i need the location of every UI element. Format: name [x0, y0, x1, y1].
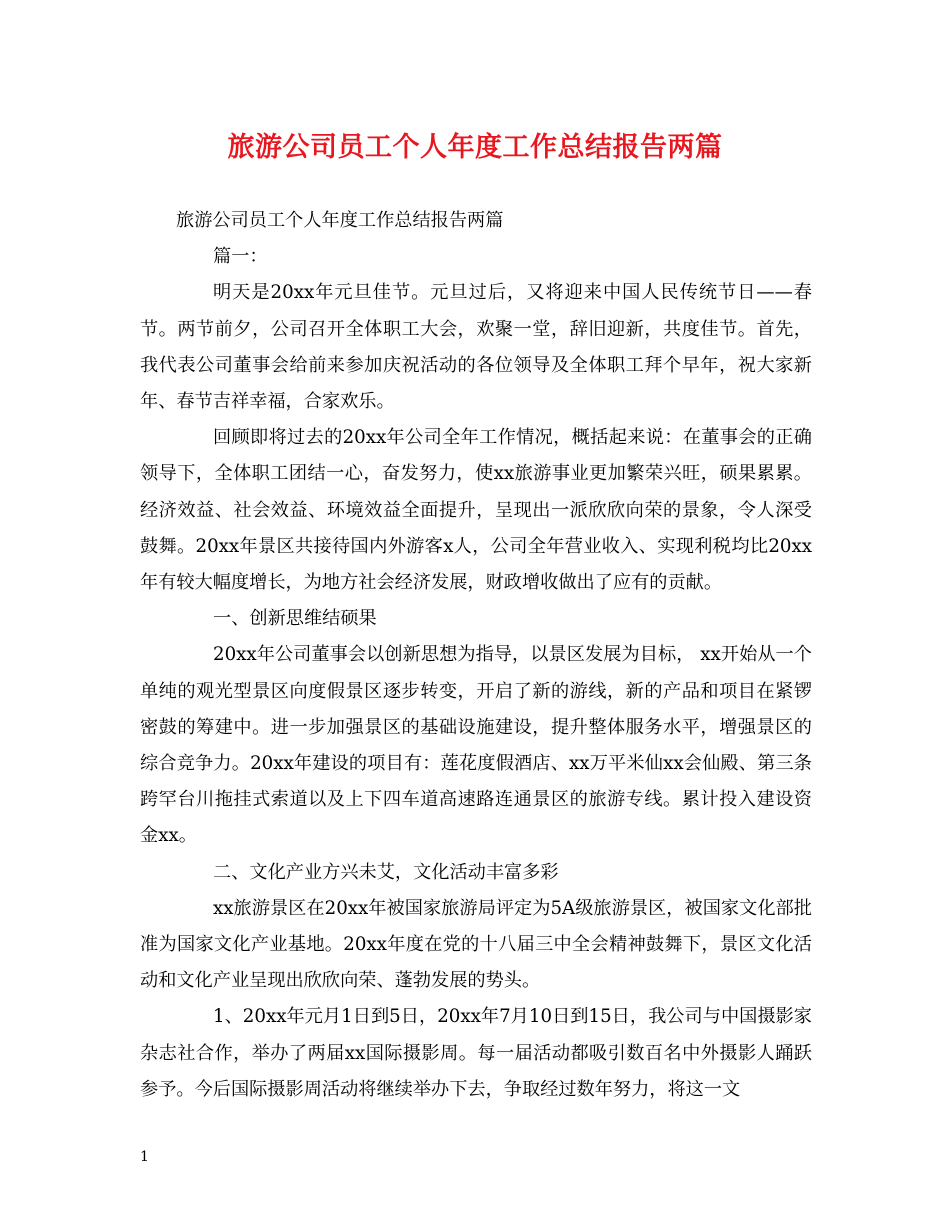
paragraph: 明天是20xx年元旦佳节。元旦过后，又将迎来中国人民传统节日——春节。两节前夕，公司召开全体职工大会，欢聚一堂，辞旧迎新，共度佳节。首先，我代表公司董事会给前来参加庆祝活动的各位领导及全体职工拜个早年，祝大家新年、春节吉祥幸福，合家欢乐。 — [140, 282, 812, 413]
document-subtitle: 旅游公司员工个人年度工作总结报告两篇 — [176, 210, 504, 231]
page-number: 1 — [140, 1149, 149, 1165]
document-body — [140, 203, 812, 1108]
paragraph: 1、20xx年元月1日到5日，20xx年7月10日到15日，我公司与中国摄影家杂志社合作，举办了两届xx国际摄影周。每一届活动都吸引数百名中外摄影人踊跃参予。今后国际摄影周活动将继续举办下去，争取经过数年努力，将这一文 — [140, 1006, 812, 1100]
part-label: 篇一： — [213, 246, 268, 268]
section-heading: 二、文化产业方兴未艾，文化活动丰富多彩 — [213, 861, 559, 883]
section-heading: 一、创新思维结硕果 — [213, 608, 377, 630]
paragraph: xx旅游景区在20xx年被国家旅游局评定为5A级旅游景区，被国家文化部批准为国家文化产业基地。20xx年度在党的十八届三中全会精神鼓舞下，景区文化活动和文化产业呈现出欣欣向荣、蓬勃发展的势头。 — [140, 897, 812, 992]
paragraph: 20xx年公司董事会以创新思想为指导，以景区发展为目标， xx开始从一个单纯的观光型景区向度假景区逐步转变，开启了新的游线，新的产品和项目在紧锣密鼓的筹建中。进一步加强景区的基础设施建设，提升整体服务水平，增强景区的综合竞争力。20xx年建设的项目有：莲花度假酒店、xx万平米仙xx会仙殿、第三条跨罕台川拖挂式索道以及上下四车道高速路连通景区的旅游专线。累计投入建设资金xx。 — [140, 644, 812, 847]
paragraph: 回顾即将过去的20xx年公司全年工作情况，概括起来说：在董事会的正确领导下，全体职工团结一心，奋发努力，使xx旅游事业更加繁荣兴旺，硕果累累。经济效益、社会效益、环境效益全面提升，呈现出一派欣欣向荣的景象，令人深受鼓舞。20xx年景区共接待国内外游客x人，公司全年营业收入、实现利税均比20xx年有较大幅度增长，为地方社会经济发展，财政增收做出了应有的贡献。 — [140, 427, 812, 594]
document-title: 旅游公司员工个人年度工作总结报告两篇 — [227, 132, 723, 163]
